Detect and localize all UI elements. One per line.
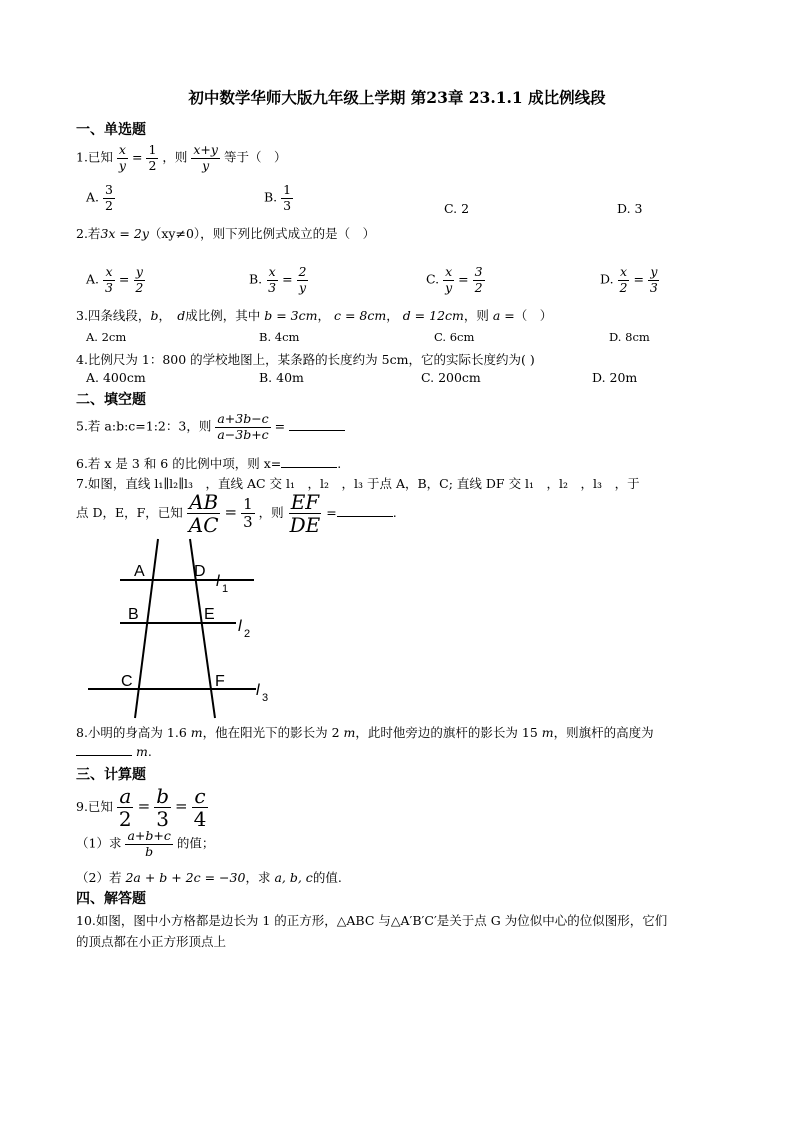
- q3-option-d[interactable]: D. 8cm: [609, 330, 650, 344]
- q1-option-c[interactable]: C. 2: [444, 201, 470, 216]
- question-5: [76, 413, 345, 441]
- q9-fraction-c: $\frac{c}{4}$: [193, 784, 207, 831]
- label-l1-sub: 1: [222, 583, 229, 595]
- q6-answer-blank[interactable]: [281, 467, 337, 468]
- question-8-line-2: [76, 744, 152, 759]
- q9-p1-suffix: 的值；: [176, 835, 215, 851]
- q1-mid: ，则: [162, 149, 188, 165]
- q9-p1-prefix: （1）求: [76, 835, 122, 851]
- q1-given-fraction: $\frac{x}{y}$: [118, 142, 126, 173]
- q7-equals: =: [224, 503, 238, 521]
- q9-equals-1: =: [137, 797, 151, 815]
- q9-p2-suffix: 的值.: [312, 870, 342, 885]
- label-l3-sub: 3: [262, 692, 269, 704]
- label-c: C: [121, 673, 133, 690]
- q3-var-b: b: [150, 308, 159, 323]
- question-1: [76, 144, 286, 172]
- q2-option-b[interactable]: B. $\frac{x}{3}$ = $\frac{2}{y}$: [249, 264, 307, 295]
- q5-fraction: $\frac{a+3b-c}{a-3b+c}$: [217, 411, 269, 442]
- q7-tail: =: [326, 505, 337, 520]
- q2-suffix: （xy≠0），则下列比例式成立的是（ ）: [148, 226, 376, 241]
- section-heading-fill-in: 二、填空题: [76, 392, 146, 408]
- q2-option-d-label: D.: [600, 271, 614, 287]
- q2-b-right: $\frac{2}{y}$: [298, 264, 307, 295]
- q8-text-3: ，此时他旁边的旗杆的影长为 15: [355, 725, 538, 740]
- q4-option-d[interactable]: D. 20m: [592, 370, 638, 385]
- q9-p2-vars: a, b, c: [274, 870, 313, 885]
- q3-var-d: d: [177, 308, 186, 323]
- q9-prefix: 9.已知: [76, 799, 113, 814]
- question-8-line-1: [76, 723, 654, 741]
- question-6: [76, 454, 341, 472]
- label-e: E: [204, 606, 215, 623]
- q2-d-left: $\frac{x}{2}$: [619, 264, 628, 295]
- q9-equals-2: =: [175, 797, 188, 815]
- q7-fraction-one-third: $\frac{1}{3}$: [243, 495, 253, 531]
- q2-a-left: $\frac{x}{3}$: [105, 264, 113, 295]
- q7-mid: ，则: [258, 505, 284, 520]
- q2-option-c[interactable]: C. $\frac{x}{y}$ = $\frac{3}{2}$: [426, 264, 483, 295]
- q3-text-2: 成比例，其中: [185, 308, 261, 323]
- label-l1: l: [216, 573, 220, 590]
- label-l2-sub: 2: [244, 628, 251, 640]
- q2-option-b-label: B.: [249, 271, 263, 287]
- q5-equals: =: [274, 418, 286, 434]
- label-l2: l: [238, 618, 242, 635]
- q7-prefix: 点 D，E，F，已知: [76, 505, 183, 520]
- q2-option-a-label: A.: [86, 271, 100, 287]
- q3-option-a[interactable]: A. 2cm: [86, 330, 127, 344]
- q2-option-a[interactable]: A. $\frac{x}{3}$ = $\frac{y}{2}$: [86, 264, 144, 295]
- q3-option-c[interactable]: C. 6cm: [434, 330, 475, 344]
- q9-p2-mid: ，求: [245, 870, 271, 885]
- q3-b-value: b = 3cm: [264, 308, 318, 323]
- q8-unit-2: m: [343, 725, 356, 740]
- q9-fraction-b: $\frac{b}{3}$: [156, 784, 170, 831]
- q3-text-4: （ ）: [514, 308, 553, 323]
- q2-option-c-label: C.: [426, 271, 440, 287]
- q5-prefix: 5.若 a:b:c=1:2：3，则: [76, 418, 212, 434]
- question-7-line-1: 7.如图，直线 l₁∥l₂∥l₃ ，直线 AC 交 l₁ ，l₂ ，l₃ 于点 A，B，C; 直线 DF 交 l₁ ，l₂ ，l₃ ，于: [76, 476, 640, 491]
- q1-given-ratio: $\frac{1}{2}$: [148, 142, 157, 173]
- q9-p2-expression: 2a + b + 2c = −30: [125, 870, 246, 885]
- label-b: B: [128, 606, 139, 623]
- q3-comma: ，: [158, 308, 165, 323]
- q4-option-a[interactable]: A. 400cm: [86, 370, 146, 385]
- page-title: 初中数学华师大版九年级上学期 第23章 23.1.1 成比例线段: [188, 88, 606, 107]
- question-9-part-1: [76, 830, 214, 858]
- q3-text-3: ，则: [463, 308, 489, 323]
- q3-c-value: c = 8cm: [333, 308, 387, 323]
- q1-prefix: 1.已知: [76, 149, 113, 165]
- q2-option-d[interactable]: D. $\frac{x}{2}$ = $\frac{y}{3}$: [600, 264, 658, 295]
- question-9-part-2: [76, 868, 342, 886]
- q8-text-4: ，则旗杆的高度为: [553, 725, 654, 740]
- q1-suffix: 等于（ ）: [223, 149, 287, 165]
- q2-d-right: $\frac{y}{3}$: [649, 264, 658, 295]
- q3-d-value: d = 12cm: [402, 308, 464, 323]
- q8-end: .: [147, 744, 152, 759]
- question-4: 4.比例尺为 1：800 的学校地图上，某条路的长度约为 5cm，它的实际长度约为( ): [76, 352, 535, 367]
- q3-text-1: 3.四条线段，: [76, 308, 151, 323]
- label-a: A: [134, 563, 145, 580]
- q7-fraction-ef-de: $\frac{EF}{DE}$: [289, 490, 321, 537]
- q1-option-a[interactable]: [86, 184, 115, 212]
- q7-end: .: [392, 505, 397, 520]
- q8-unit-4: m: [135, 744, 148, 759]
- parallel-lines-figure: [84, 536, 280, 722]
- q9-fraction-a: $\frac{a}{2}$: [118, 784, 132, 831]
- q2-b-left: $\frac{x}{3}$: [268, 264, 277, 295]
- q2-c-left: $\frac{x}{y}$: [445, 264, 453, 295]
- question-3: 3.四条线段，b， d成比例，其中 b = 3cm， c = 8cm， d = 12cm，则 a =（ ）: [76, 308, 553, 323]
- section-heading-answer: 四、解答题: [76, 891, 146, 907]
- question-10-line-1: 10.如图，图中小方格都是边长为 1 的正方形，△ABC 与△A′B′C′是关于点 G 为位似中心的位似图形，它们: [76, 913, 668, 928]
- q1-option-b[interactable]: [264, 184, 293, 212]
- q6-end: .: [337, 456, 342, 471]
- q2-expression: 3x = 2y: [100, 226, 149, 241]
- q9-p2-prefix: （2）若: [76, 870, 122, 885]
- question-2: [76, 224, 375, 242]
- section-heading-single-choice: 一、单选题: [76, 122, 146, 138]
- q8-text-2: ，他在阳光下的影长为 2: [202, 725, 340, 740]
- q8-unit-3: m: [541, 725, 554, 740]
- q7-fraction-ab-ac: $\frac{AB}{AC}$: [188, 490, 219, 537]
- q1-option-b-label: B.: [264, 189, 278, 205]
- question-7-line-2: [76, 492, 397, 535]
- q8-text-1: 8.小明的身高为 1.6: [76, 725, 187, 740]
- q3-a-value: a =: [492, 308, 515, 323]
- question-10-line-2: 的顶点都在小正方形顶点上: [76, 934, 227, 949]
- q1-option-a-fraction: $\frac{3}{2}$: [105, 182, 113, 213]
- q2-a-right: $\frac{y}{2}$: [135, 264, 144, 295]
- q1-option-d[interactable]: D. 3: [617, 201, 643, 216]
- q1-option-a-label: A.: [86, 189, 100, 205]
- q6-text: 6.若 x 是 3 和 6 的比例中项，则 x=: [76, 456, 282, 471]
- q3-option-b[interactable]: B. 4cm: [259, 330, 300, 344]
- q2-prefix: 2.若: [76, 226, 101, 241]
- label-f: F: [215, 673, 225, 690]
- q7-answer-blank[interactable]: [337, 516, 393, 517]
- q8-unit-1: m: [190, 725, 203, 740]
- q1-equals: =: [131, 149, 143, 165]
- q4-option-b[interactable]: B. 40m: [259, 370, 304, 385]
- question-9: [76, 786, 208, 829]
- q9-p1-fraction: $\frac{a+b+c}{b}$: [127, 828, 171, 859]
- q2-c-right: $\frac{3}{2}$: [474, 264, 483, 295]
- q8-answer-blank[interactable]: [76, 755, 132, 756]
- q5-answer-blank[interactable]: [289, 430, 345, 431]
- q1-ask-fraction: $\frac{x+y}{y}$: [193, 142, 218, 173]
- label-l3: l: [256, 682, 260, 699]
- label-d: D: [194, 563, 206, 580]
- section-heading-calculation: 三、计算题: [76, 767, 146, 783]
- q4-option-c[interactable]: C. 200cm: [421, 370, 481, 385]
- q1-option-b-fraction: $\frac{1}{3}$: [283, 182, 292, 213]
